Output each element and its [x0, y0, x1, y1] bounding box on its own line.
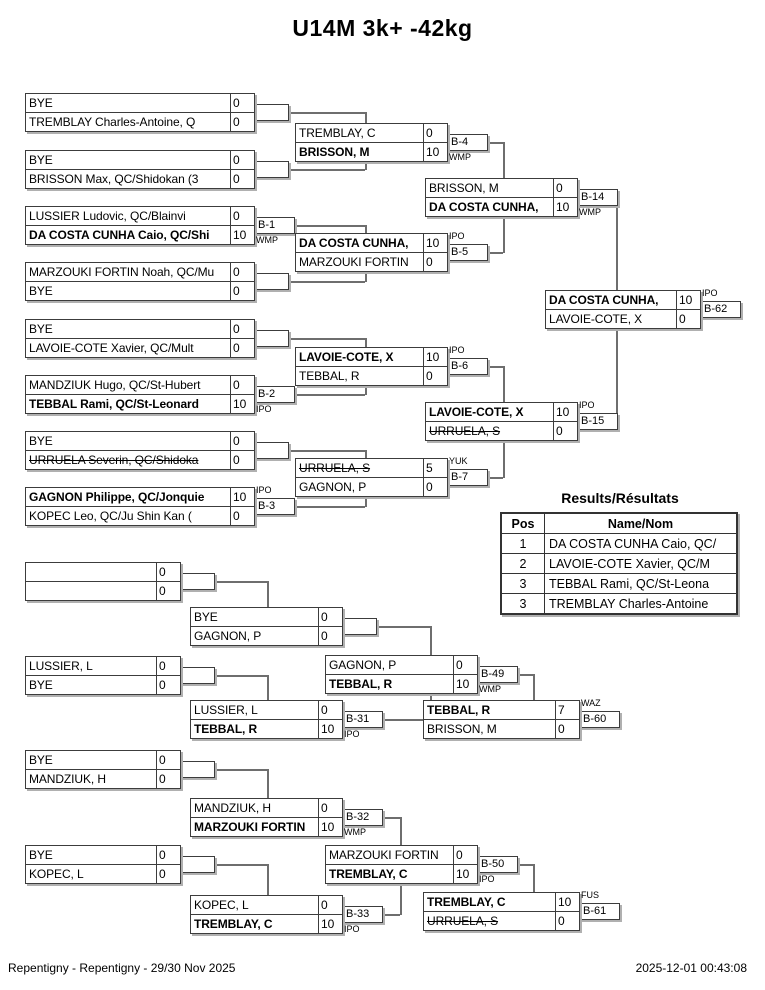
match-number-tag	[254, 104, 289, 121]
score-value: 10	[553, 403, 577, 421]
result-name: LAVOIE-COTE Xavier, QC/M	[545, 554, 738, 574]
competitor-row	[426, 421, 577, 440]
match-box-b33	[190, 895, 343, 934]
results-panel	[500, 490, 740, 615]
score-value: 0	[230, 94, 254, 112]
bracket-connector	[616, 328, 618, 422]
competitor-row	[546, 291, 700, 309]
score-value: 7	[555, 701, 579, 719]
score-value: 0	[230, 507, 254, 525]
competitor-row	[191, 896, 342, 914]
competitor-name	[26, 582, 156, 600]
bracket-connector	[503, 366, 505, 403]
score-value: 10	[230, 226, 254, 244]
footer-timestamp: 2025-12-01 00:43:08	[635, 961, 747, 975]
competitor-name: LUSSIER Ludovic, QC/Blainvi	[29, 209, 186, 223]
result-name: DA COSTA CUNHA Caio, QC/	[545, 534, 738, 554]
results-title: Results/Résultats	[561, 490, 679, 506]
result-code-label: WMP	[344, 827, 366, 837]
competitor-name: BRISSON, M	[427, 722, 497, 736]
match-box-b7	[295, 458, 448, 497]
match-number-tag: B-33	[342, 906, 383, 923]
competitor-row	[26, 450, 254, 469]
bracket-connector	[533, 674, 535, 701]
bracket-connector	[365, 271, 367, 282]
competitor-row	[296, 142, 447, 161]
bracket-connector	[503, 440, 505, 478]
result-pos: 2	[501, 554, 545, 574]
match-box-p8	[25, 487, 255, 526]
result-pos: 3	[501, 594, 545, 615]
score-value: 10	[453, 675, 477, 693]
competitor-name	[26, 563, 156, 581]
match-number-tag: B-31	[342, 711, 383, 728]
competitor-row	[26, 563, 180, 581]
result-name: TEBBAL Rami, QC/St-Leona	[545, 574, 738, 594]
match-number-tag: B-6	[447, 358, 488, 375]
result-code-label: IPO	[449, 231, 465, 241]
bracket-connector	[430, 626, 432, 656]
competitor-name: BRISSON, M	[299, 145, 370, 159]
score-value: 10	[230, 395, 254, 413]
results-header-row	[501, 513, 737, 534]
result-code-label: YUK	[449, 456, 468, 466]
score-value: 0	[230, 339, 254, 357]
match-box-p7	[25, 431, 255, 470]
competitor-name: TEBBAL, R	[299, 369, 360, 383]
score-value: 0	[423, 478, 447, 496]
competitor-row	[296, 124, 447, 142]
competitor-name: DA COSTA CUNHA,	[299, 236, 409, 250]
competitor-name: MANDZIUK, H	[29, 772, 106, 786]
match-number-tag: B-4	[447, 134, 488, 151]
result-code-label: IPO	[344, 729, 360, 739]
competitor-row	[26, 169, 254, 188]
competitor-name: TREMBLAY, C	[427, 895, 506, 909]
result-code-label: WMP	[479, 684, 501, 694]
score-value: 0	[230, 282, 254, 300]
score-value: 0	[318, 608, 342, 626]
score-value: 0	[453, 846, 477, 864]
result-code-label: IPO	[702, 288, 718, 298]
score-value: 0	[230, 170, 254, 188]
score-value: 0	[230, 320, 254, 338]
competitor-row	[191, 914, 342, 933]
competitor-name: MARZOUKI FORTIN	[299, 255, 409, 269]
match-box-p3	[25, 206, 255, 245]
competitor-row	[26, 94, 254, 112]
match-box-b50	[325, 845, 478, 884]
match-box-rbg	[190, 607, 343, 646]
competitor-name: BRISSON, M	[429, 181, 499, 195]
match-box-b4	[295, 123, 448, 162]
match-box-p5	[25, 319, 255, 358]
competitor-row	[26, 864, 180, 883]
bracket-connector	[533, 864, 535, 893]
competitor-row	[546, 309, 700, 328]
competitor-row	[26, 488, 254, 506]
bracket-connector	[267, 769, 269, 799]
competitor-row	[26, 320, 254, 338]
competitor-row	[296, 348, 447, 366]
results-header-name: Name/Nom	[545, 513, 738, 534]
match-box-re	[25, 562, 181, 601]
competitor-name: GAGNON, P	[299, 480, 367, 494]
competitor-row	[26, 675, 180, 694]
results-row	[501, 594, 737, 615]
competitor-name: TREMBLAY, C	[329, 867, 408, 881]
competitor-name: KOPEC, L	[29, 867, 84, 881]
match-number-tag: B-7	[447, 469, 488, 486]
competitor-row	[191, 799, 342, 817]
result-code-label: IPO	[479, 874, 495, 884]
competitor-name: DA COSTA CUNHA Caio, QC/Shi	[29, 228, 210, 242]
competitor-row	[191, 701, 342, 719]
bracket-connector	[503, 216, 505, 253]
competitor-name: TREMBLAY Charles-Antoine, Q	[29, 115, 196, 129]
competitor-row	[296, 366, 447, 385]
bracket-connector	[267, 675, 269, 701]
competitor-name: BYE	[29, 322, 53, 336]
match-number-tag: B-50	[477, 856, 518, 873]
competitor-row	[26, 281, 254, 300]
competitor-row	[296, 459, 447, 477]
results-row	[501, 554, 737, 574]
competitor-name: URRUELA, S	[427, 914, 499, 928]
competitor-row	[26, 394, 254, 413]
competitor-name: KOPEC, L	[194, 898, 249, 912]
competitor-name: MARZOUKI FORTIN Noah, QC/Mu	[29, 265, 215, 279]
score-value: 0	[423, 253, 447, 271]
match-number-tag	[254, 273, 289, 290]
score-value: 10	[423, 348, 447, 366]
match-number-tag: B-5	[447, 244, 488, 261]
competitor-name: BYE	[29, 753, 53, 767]
competitor-name: MARZOUKI FORTIN	[329, 848, 439, 862]
competitor-row	[26, 151, 254, 169]
competitor-row	[26, 769, 180, 788]
competitor-name: BYE	[29, 284, 53, 298]
bracket-connector	[365, 385, 367, 395]
score-value: 10	[676, 291, 700, 309]
result-code-label: FUS	[581, 890, 599, 900]
match-number-tag: B-1	[254, 217, 295, 234]
match-box-p6	[25, 375, 255, 414]
score-value: 0	[318, 799, 342, 817]
bracket-connector	[400, 817, 402, 846]
results-row	[501, 534, 737, 554]
competitor-row	[426, 403, 577, 421]
result-code-label: WAZ	[581, 698, 601, 708]
score-value: 0	[156, 770, 180, 788]
competitor-name: URRUELA, S	[299, 461, 371, 475]
score-value: 0	[555, 720, 579, 738]
score-value: 10	[318, 818, 342, 836]
score-value: 0	[230, 376, 254, 394]
score-value: 0	[156, 676, 180, 694]
match-number-tag: B-60	[579, 711, 620, 728]
match-box-b5	[295, 233, 448, 272]
result-code-label: IPO	[256, 485, 272, 495]
score-value: 0	[318, 701, 342, 719]
competitor-row	[424, 911, 579, 930]
results-table	[500, 512, 738, 615]
competitor-name: LAVOIE-COTE, X	[429, 405, 524, 419]
competitor-name: BYE	[194, 610, 218, 624]
score-value: 5	[423, 459, 447, 477]
match-box-b32	[190, 798, 343, 837]
competitor-row	[191, 817, 342, 836]
result-code-label: IPO	[256, 404, 272, 414]
competitor-name: LUSSIER, L	[29, 659, 93, 673]
score-value: 0	[423, 124, 447, 142]
footer-event-info: Repentigny - Repentigny - 29/30 Nov 2025	[8, 961, 236, 975]
competitor-name: LAVOIE-COTE, X	[549, 312, 643, 326]
competitor-row	[26, 846, 180, 864]
match-box-b15	[425, 402, 578, 441]
score-value: 0	[156, 865, 180, 883]
competitor-row	[191, 626, 342, 645]
competitor-row	[26, 506, 254, 525]
score-value: 0	[156, 751, 180, 769]
score-value: 0	[230, 451, 254, 469]
score-value: 10	[230, 488, 254, 506]
match-box-rkop	[25, 845, 181, 884]
bracket-connector	[400, 883, 402, 915]
match-box-b31	[190, 700, 343, 739]
match-number-tag	[342, 618, 377, 635]
competitor-row	[26, 207, 254, 225]
match-number-tag	[180, 761, 215, 778]
competitor-name: BYE	[29, 678, 53, 692]
competitor-name: BYE	[29, 434, 53, 448]
competitor-name: MANDZIUK, H	[194, 801, 271, 815]
score-value: 10	[318, 915, 342, 933]
score-value: 0	[156, 582, 180, 600]
score-value: 0	[453, 656, 477, 674]
match-number-tag	[180, 856, 215, 873]
results-row	[501, 574, 737, 594]
score-value: 0	[555, 912, 579, 930]
score-value: 0	[553, 179, 577, 197]
competitor-name: BRISSON Max, QC/Shidokan (3	[29, 172, 199, 186]
match-box-b61	[423, 892, 580, 931]
competitor-row	[296, 234, 447, 252]
competitor-row	[296, 252, 447, 271]
competitor-name: LAVOIE-COTE, X	[299, 350, 394, 364]
result-code-label: IPO	[449, 345, 465, 355]
score-value: 0	[423, 367, 447, 385]
competitor-row	[191, 608, 342, 626]
bracket-connector	[616, 197, 618, 291]
match-box-rlus	[25, 656, 181, 695]
competitor-name: GAGNON, P	[194, 629, 262, 643]
competitor-row	[26, 751, 180, 769]
competitor-name: MANDZIUK Hugo, QC/St-Hubert	[29, 378, 201, 392]
result-code-label: IPO	[579, 400, 595, 410]
match-number-tag: B-62	[700, 301, 741, 318]
match-number-tag: B-15	[577, 413, 618, 430]
match-number-tag: B-61	[579, 903, 620, 920]
score-value: 0	[230, 151, 254, 169]
match-number-tag: B-3	[254, 498, 295, 515]
score-value: 10	[555, 893, 579, 911]
match-number-tag	[180, 573, 215, 590]
score-value: 0	[230, 113, 254, 131]
competitor-row	[426, 197, 577, 216]
bracket-connector	[365, 161, 367, 170]
competitor-row	[26, 338, 254, 357]
match-box-b14	[425, 178, 578, 217]
competitor-name: TEBBAL Rami, QC/St-Leonard	[29, 397, 199, 411]
match-number-tag	[254, 330, 289, 347]
result-code-label: WMP	[579, 207, 601, 217]
competitor-row	[426, 179, 577, 197]
competitor-row	[326, 864, 477, 883]
match-box-b60	[423, 700, 580, 739]
page-title: U14M 3k+ -42kg	[292, 15, 473, 41]
score-value: 0	[156, 563, 180, 581]
match-box-b62	[545, 290, 701, 329]
score-value: 10	[453, 865, 477, 883]
competitor-name: TREMBLAY, C	[299, 126, 376, 140]
competitor-name: BYE	[29, 153, 53, 167]
competitor-row	[326, 656, 477, 674]
match-box-p2	[25, 150, 255, 189]
score-value: 0	[156, 657, 180, 675]
bracket-connector	[267, 864, 269, 896]
result-code-label: IPO	[344, 924, 360, 934]
competitor-row	[26, 432, 254, 450]
score-value: 0	[318, 896, 342, 914]
competitor-name: MARZOUKI FORTIN	[194, 820, 306, 834]
score-value: 0	[676, 310, 700, 328]
competitor-row	[296, 477, 447, 496]
match-number-tag: B-49	[477, 666, 518, 683]
competitor-name: URRUELA, S	[429, 424, 501, 438]
competitor-name: URRUELA Severin, QC/Shidoka	[29, 453, 199, 467]
match-number-tag: B-32	[342, 809, 383, 826]
score-value: 10	[553, 198, 577, 216]
competitor-name: BYE	[29, 96, 53, 110]
score-value: 0	[156, 846, 180, 864]
match-number-tag: B-14	[577, 189, 618, 206]
competitor-row	[26, 657, 180, 675]
competitor-name: KOPEC Leo, QC/Ju Shin Kan (	[29, 509, 192, 523]
match-number-tag: B-2	[254, 386, 295, 403]
competitor-row	[326, 674, 477, 693]
competitor-row	[26, 581, 180, 600]
result-code-label: WMP	[449, 152, 471, 162]
competitor-row	[424, 701, 579, 719]
score-value: 0	[318, 627, 342, 645]
competitor-name: LUSSIER, L	[194, 703, 258, 717]
bracket-connector	[267, 581, 269, 608]
score-value: 0	[230, 432, 254, 450]
competitor-name: TREMBLAY, C	[194, 917, 273, 931]
score-value: 0	[230, 263, 254, 281]
results-header-pos: Pos	[501, 513, 545, 534]
competitor-row	[424, 893, 579, 911]
competitor-name: DA COSTA CUNHA,	[549, 293, 659, 307]
competitor-row	[26, 376, 254, 394]
result-pos: 3	[501, 574, 545, 594]
competitor-name: LAVOIE-COTE Xavier, QC/Mult	[29, 341, 194, 355]
score-value: 10	[423, 143, 447, 161]
competitor-name: TEBBAL, R	[329, 677, 393, 691]
match-box-p4	[25, 262, 255, 301]
match-box-b6	[295, 347, 448, 386]
competitor-name: DA COSTA CUNHA,	[429, 200, 539, 214]
match-number-tag	[254, 442, 289, 459]
score-value: 0	[553, 422, 577, 440]
competitor-row	[26, 225, 254, 244]
result-pos: 1	[501, 534, 545, 554]
match-number-tag	[254, 161, 289, 178]
score-value: 0	[230, 207, 254, 225]
competitor-row	[326, 846, 477, 864]
competitor-row	[26, 263, 254, 281]
result-name: TREMBLAY Charles-Antoine	[545, 594, 738, 615]
bracket-connector	[365, 496, 367, 507]
result-code-label: WMP	[256, 235, 278, 245]
score-value: 10	[423, 234, 447, 252]
competitor-row	[191, 719, 342, 738]
competitor-row	[26, 112, 254, 131]
bracket-connector	[503, 142, 505, 179]
competitor-row	[424, 719, 579, 738]
score-value: 10	[318, 720, 342, 738]
match-number-tag	[180, 667, 215, 684]
competitor-name: BYE	[29, 848, 53, 862]
competitor-name: GAGNON, P	[329, 658, 397, 672]
competitor-name: TEBBAL, R	[427, 703, 491, 717]
competitor-name: TEBBAL, R	[194, 722, 258, 736]
match-box-b49	[325, 655, 478, 694]
competitor-name: GAGNON Philippe, QC/Jonquie	[29, 490, 205, 504]
match-box-rman	[25, 750, 181, 789]
match-box-p1	[25, 93, 255, 132]
